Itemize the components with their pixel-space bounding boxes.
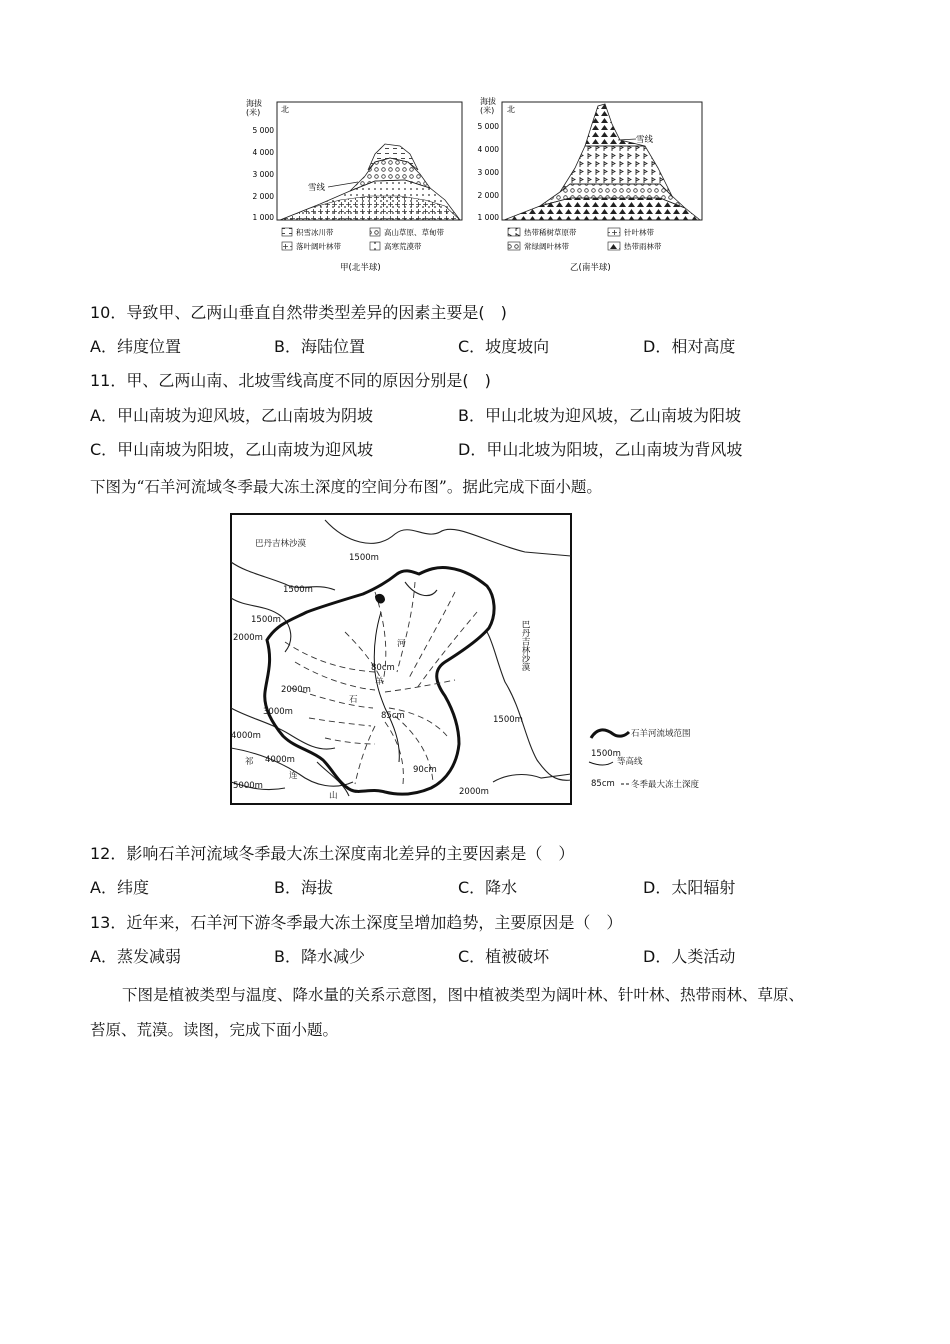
map-label-c3000: 3000m bbox=[263, 707, 293, 717]
left-north-label: 北 bbox=[281, 105, 289, 114]
map-label-c2000-b: 2000m bbox=[281, 685, 311, 695]
left-legend-item: 高山草原、草甸带 bbox=[384, 228, 444, 237]
right-legend-item: 常绿阔叶林带 bbox=[524, 242, 569, 251]
left-ytick: 1 000 bbox=[252, 213, 274, 222]
left-ytick: 5 000 bbox=[252, 126, 274, 135]
legend-depth-label: 冬季最大冻土深度 bbox=[631, 780, 700, 790]
intro-vegetation-line1: 下图是植被类型与温度、降水量的关系示意图，图中植被类型为阔叶林、针叶林、热带雨林、草原、 bbox=[122, 986, 805, 1004]
q12-option-b[interactable]: B．海拔 bbox=[274, 878, 333, 897]
q13-stem: 13．近年来，石羊河下游冬季最大冻土深度呈增加趋势，主要原因是（ ） bbox=[90, 913, 623, 932]
map-label-desert-right: 巴丹吉林沙漠 bbox=[520, 620, 530, 671]
map-label-c1500-b: 1500m bbox=[251, 615, 281, 625]
q12-option-a[interactable]: A．纬度 bbox=[90, 878, 149, 897]
map-label-lian: 连 bbox=[289, 771, 298, 781]
q11-option-d[interactable]: D．甲山北坡为阳坡，乙山南坡为背风坡 bbox=[458, 440, 743, 459]
left-ytick: 2 000 bbox=[252, 192, 274, 201]
left-legend-item: 落叶阔叶林带 bbox=[296, 242, 341, 251]
map-label-shan: 山 bbox=[329, 791, 338, 801]
map-label-c5000: 5000m bbox=[233, 781, 263, 791]
legend-basin-label: 石羊河流域范围 bbox=[631, 729, 691, 739]
left-ylabel: 海拔(米) bbox=[246, 99, 262, 117]
q12-option-c[interactable]: C．降水 bbox=[458, 878, 518, 897]
right-ytick: 3 000 bbox=[477, 168, 499, 177]
right-ylabel: 海拔(米) bbox=[480, 97, 496, 115]
map-label-d90: 90cm bbox=[413, 765, 437, 775]
map-label-d80: 80cm bbox=[371, 663, 395, 673]
map-label-he: 河 bbox=[397, 639, 406, 649]
q12-stem: 12．影响石羊河流域冬季最大冻土深度南北差异的主要因素是（ ） bbox=[90, 844, 575, 863]
q13-option-c[interactable]: C．植被破坏 bbox=[458, 947, 550, 966]
q10-option-b[interactable]: B．海陆位置 bbox=[274, 337, 365, 356]
legend-depth-value: 85cm bbox=[591, 779, 615, 789]
legend-contour-value: 1500m bbox=[591, 749, 621, 759]
legend-basin-symbol bbox=[591, 730, 629, 738]
map-label-qi: 祁 bbox=[245, 757, 254, 767]
q13-option-b[interactable]: B．降水减少 bbox=[274, 947, 365, 966]
q10-option-c[interactable]: C．坡度坡向 bbox=[458, 337, 550, 356]
map-label-c2000-c: 2000m bbox=[459, 787, 489, 797]
map-label-yang: 羊 bbox=[375, 677, 384, 687]
legend-contour-symbol bbox=[589, 762, 613, 765]
right-legend-item: 热带稀树草原带 bbox=[524, 228, 577, 237]
map-legend bbox=[589, 728, 700, 790]
left-legend-item: 积雪冰川带 bbox=[296, 228, 334, 237]
left-chart bbox=[246, 98, 462, 273]
q13-option-d[interactable]: D．人类活动 bbox=[643, 947, 736, 966]
left-ytick: 4 000 bbox=[252, 148, 274, 157]
intro-vegetation-line2: 苔原、荒漠。读图，完成下面小题。 bbox=[90, 1021, 339, 1039]
map-label-shi: 石 bbox=[349, 695, 358, 705]
left-caption: 甲(北半球) bbox=[340, 263, 381, 273]
map-label-c4000-a: 4000m bbox=[231, 731, 261, 741]
map-label-c4000-b: 4000m bbox=[265, 755, 295, 765]
left-legend-item: 高寒荒漠带 bbox=[384, 242, 422, 251]
frozen-soil-map bbox=[225, 512, 725, 812]
right-ytick: 1 000 bbox=[477, 213, 499, 222]
right-north-label: 北 bbox=[507, 105, 515, 114]
q10-option-d[interactable]: D．相对高度 bbox=[643, 337, 736, 356]
right-ytick: 4 000 bbox=[477, 145, 499, 154]
right-ytick: 2 000 bbox=[477, 191, 499, 200]
map-label-d85: 85cm bbox=[381, 711, 405, 721]
right-ytick: 5 000 bbox=[477, 122, 499, 131]
map-label-c1500-top: 1500m bbox=[349, 553, 379, 563]
q11-stem: 11．甲、乙两山南、北坡雪线高度不同的原因分别是( ) bbox=[90, 371, 491, 390]
right-legend-item: 热带雨林带 bbox=[624, 242, 662, 251]
right-chart bbox=[478, 96, 702, 273]
q12-option-d[interactable]: D．太阳辐射 bbox=[643, 878, 736, 897]
left-ytick: 3 000 bbox=[252, 170, 274, 179]
map-label-c1500-right: 1500m bbox=[493, 715, 523, 725]
map-label-c2000-a: 2000m bbox=[233, 633, 263, 643]
intro-map-question: 下图为“石羊河流域冬季最大冻土深度的空间分布图”。据此完成下面小题。 bbox=[90, 478, 602, 496]
right-snowline-label: 雪线 bbox=[636, 135, 654, 145]
legend-contour-label: 等高线 bbox=[617, 757, 643, 767]
q11-option-c[interactable]: C．甲山南坡为阳坡，乙山南坡为迎风坡 bbox=[90, 440, 374, 459]
q10-stem: 10．导致甲、乙两山垂直自然带类型差异的因素主要是( ) bbox=[90, 303, 507, 322]
q11-option-b[interactable]: B．甲山北坡为迎风坡，乙山南坡为阳坡 bbox=[458, 406, 741, 425]
q10-option-a[interactable]: A．纬度位置 bbox=[90, 337, 181, 356]
left-legend bbox=[282, 227, 444, 251]
right-caption: 乙(南半球) bbox=[570, 263, 611, 273]
right-legend-item: 针叶林带 bbox=[624, 228, 654, 237]
vertical-zonation-figure bbox=[240, 96, 710, 286]
map-label-desert-top: 巴丹吉林沙漠 bbox=[255, 539, 307, 549]
left-snowline-label: 雪线 bbox=[308, 183, 326, 193]
map-label-c1500-a: 1500m bbox=[283, 585, 313, 595]
q11-option-a[interactable]: A．甲山南坡为迎风坡，乙山南坡为阴坡 bbox=[90, 406, 373, 425]
right-legend bbox=[508, 227, 662, 251]
q13-option-a[interactable]: A．蒸发减弱 bbox=[90, 947, 181, 966]
